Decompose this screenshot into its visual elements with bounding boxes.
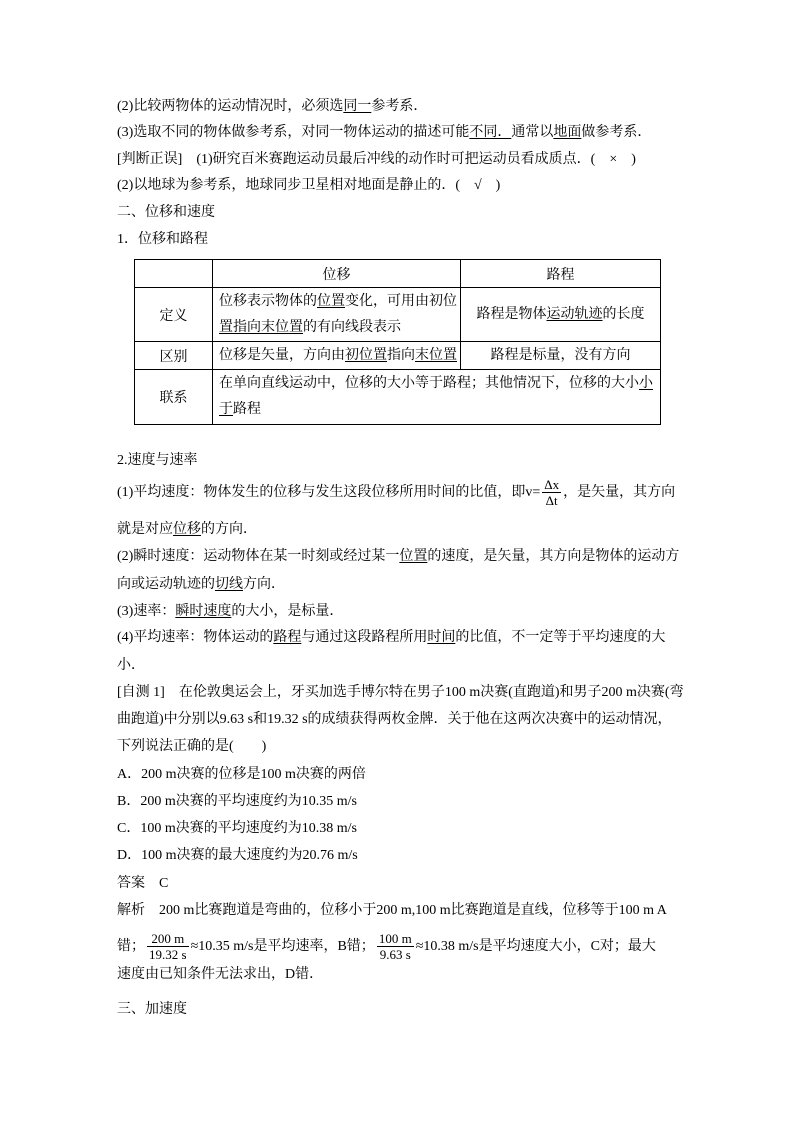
option-a: A．200 m决赛的位移是100 m决赛的两倍 [117,767,366,782]
cell-difference-distance [461,342,661,370]
underlined-term: 时间 [427,630,456,645]
option-c: C．100 m决赛的平均速度约为10.38 m/s [117,821,357,836]
section-heading: 三、加速度 [117,1002,187,1017]
cell-line [463,302,658,328]
analysis-line [117,965,323,985]
text-run: ≈10.38 m/s是平均速度大小，C对；最大 [415,939,656,954]
paragraph-line [117,97,427,117]
fraction [542,477,561,508]
judge-line [117,150,636,170]
quiz-line [117,683,684,703]
row-label-difference: 区别 [135,342,213,370]
quiz-stem: 曲跑道)中分别以9.63 s和19.32 s的成绩获得两枚金牌．关于他在这两次决赛中的运动情况， [117,712,672,727]
text-run: 路程是物体 [476,306,547,322]
text-run: ，是矢量，其方向 [563,485,676,500]
cell-definition-distance [461,288,661,342]
analysis-text [159,903,667,918]
judge-item-2: (2)以地球为参考系，地球同步卫星相对地面是静止的．( √ ) [117,178,501,193]
text-run: 位移表示物体的 [219,293,317,309]
underlined-term: 末位置 [415,347,457,363]
fraction-denominator: Δt [545,493,558,509]
subsection-heading: 1．位移和路程 [117,232,208,247]
text-run: 错； [117,939,145,954]
text-run: 的速度，是矢量，其方向是物体的运动方 [427,549,680,564]
header-displacement: 位移 [213,260,461,288]
text-run: 的有向线段表示 [303,319,401,335]
text-run: 通常以 [511,125,554,140]
text-run: 方向． [243,577,285,592]
underlined-term: 位置 [399,549,428,564]
text-run: 200 m比赛跑道是弯曲的，位移小于200 m,100 m比赛跑道是直线，位移等于100 m A [159,903,667,918]
underlined-term: 路程 [273,630,302,645]
underlined-term: 切线 [215,577,243,592]
analysis-line [117,901,667,921]
table-header-row [135,260,661,288]
answer-value: C [159,876,169,891]
quiz-stem: 下列说法正确的是( ) [117,739,267,754]
text-run: 在单向直线运动中，位移的大小等于路程；其他情况下，位移的大小 [219,376,639,391]
text-run: (3)速率： [117,604,176,619]
fraction-numerator: Δx [544,477,560,493]
paragraph-line [117,575,285,595]
underlined-term: 不同． [469,125,512,140]
text-run: 的长度 [602,306,645,322]
underlined-term: 位置 [317,293,345,309]
text-run: (1)平均速度：物体发生的位移与发生这段位移所用时间的比值，即v= [117,485,541,500]
section-heading: 二、位移和速度 [117,205,215,220]
fraction-denominator: 19.32 s [149,947,187,963]
text-run: 位移是矢量，方向由 [219,347,345,363]
text-run: 做参考系． [581,125,652,140]
text-run: 指向 [387,347,415,363]
paragraph-line [117,520,257,540]
fraction [147,931,189,962]
text-run: 的方向． [201,522,257,537]
text-run: 参考系． [371,99,428,114]
text-run: 向或运动轨迹的 [117,577,215,592]
underlined-term: 小 [639,376,653,391]
underlined-term: 位移 [173,522,201,537]
paragraph-line [117,123,651,143]
row-label-definition: 定义 [135,288,213,342]
text-run: 小． [117,658,145,673]
text-run: 的比值，不一定等于平均速度的大 [455,630,666,645]
cell-line [219,343,458,369]
text-run: 与通过这段路程所用 [301,630,428,645]
text-run: 就是对应 [117,522,173,537]
analysis-label: 解析 [117,903,145,918]
fraction-numerator: 200 m [147,931,189,947]
cell-line [219,371,658,397]
table-row [135,288,661,342]
judge-item-1: (1)研究百米赛跑运动员最后冲线的动作时可把运动员看成质点．( × ) [196,152,636,167]
analysis-line [117,928,656,966]
text-run: 路程是标量，没有方向 [490,347,631,363]
underlined-term: 瞬时速度 [175,604,232,619]
header-distance: 路程 [461,260,661,288]
answer-label: 答案 [117,876,145,891]
judge-label: [判断正误] [117,152,183,167]
displacement-distance-table [134,259,661,425]
table-corner-cell [135,260,213,288]
cell-relation [213,370,661,425]
text-run: (2)比较两物体的运动情况时，必须选 [117,99,344,114]
paragraph-line [117,474,675,512]
paragraph-line [117,547,679,567]
cell-line [219,289,458,315]
fraction-denominator: 9.63 s [379,947,411,963]
fraction-numerator: 100 m [378,931,412,947]
cell-line [463,343,658,369]
answer-line [117,874,168,894]
cell-line [219,397,658,423]
underlined-term: 置指向末位置 [219,319,303,335]
text-run: 的大小，是标量． [231,604,344,619]
text-run: (3)选取不同的物体做参考系，对同一物体运动的描述可能 [117,125,470,140]
text-run: 速度由已知条件无法求出，D错． [117,967,324,982]
option-d: D．100 m决赛的最大速度约为20.76 m/s [117,848,358,863]
underlined-term: 地面 [553,125,582,140]
underlined-term: 初位置 [345,347,387,363]
paragraph-line [117,628,665,648]
option-b: B．200 m决赛的平均速度约为10.35 m/s [117,794,357,809]
table-row [135,370,661,425]
fraction [377,931,414,962]
row-label-relation: 联系 [135,370,213,425]
subsection-heading: 2.速度与速率 [117,453,198,468]
table-row [135,342,661,370]
quiz-stem: 在伦敦奥运会上，牙买加选手博尔特在男子100 m决赛(直跑道)和男子200 m决赛(弯 [178,685,684,700]
text-run: ≈10.35 m/s是平均速率，B错； [190,939,375,954]
cell-line [219,315,458,341]
underlined-term: 于 [219,402,233,417]
quiz-label: [自测 1] [117,685,165,700]
text-run: 变化，可用由初位 [345,293,457,309]
underlined-term: 同一 [343,99,372,114]
paragraph-line [117,656,145,676]
paragraph-line [117,602,343,622]
text-run: (2)瞬时速度：运动物体在某一时刻或经过某一 [117,549,400,564]
underlined-term: 运动轨迹 [546,306,603,322]
cell-definition-displacement [213,288,461,342]
cell-difference-displacement [213,342,461,370]
text-run: (4)平均速率：物体运动的 [117,630,274,645]
text-run: 路程 [233,402,261,417]
